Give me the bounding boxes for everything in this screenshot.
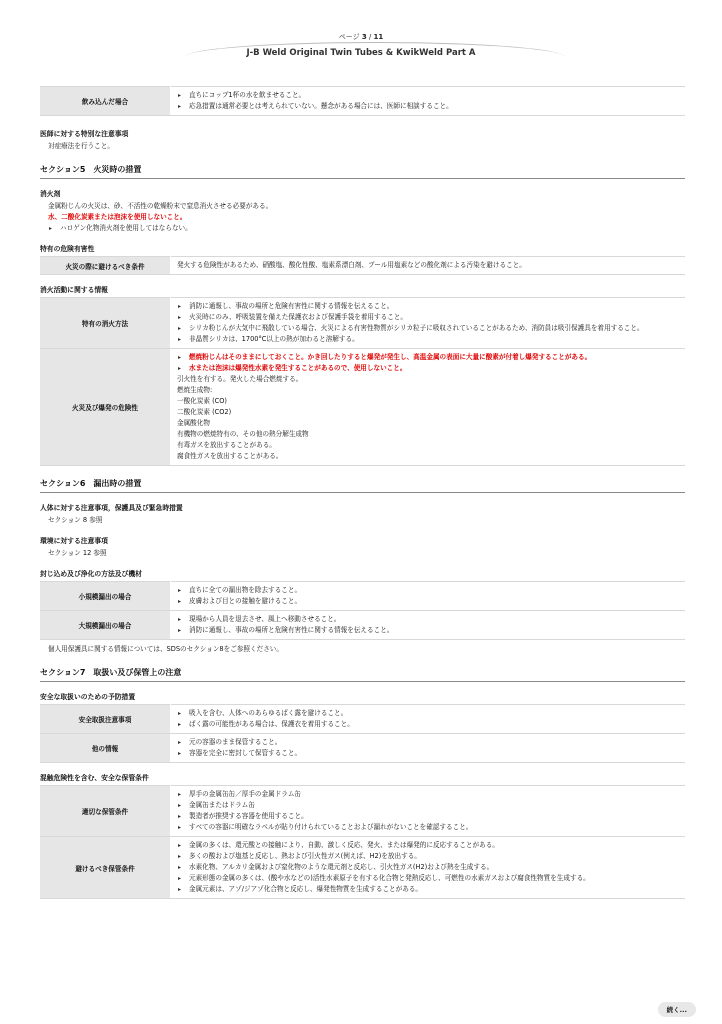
section-5-title: セクション5 火災時の措置 [40, 164, 685, 179]
document-title: J-B Weld Original Twin Tubes & KwikWeld Part A [246, 48, 476, 58]
small-spill-key: 小規模漏出の場合 [40, 582, 171, 611]
list-item: ▸ 直ちに全ての漏出物を除去すること。 [177, 585, 679, 596]
spill-table [40, 581, 685, 640]
list-item: ▸ シリカ粉じんが大気中に飛散している場合、火災による有害性物質がシリカ粒子に吸収されていることがあるため、消防員は吸引保護具を着用すること。 [177, 323, 679, 334]
safe-handling-heading: 安全な取扱いのための予防措置 [40, 693, 136, 701]
list-item: ▸ 金属の多くは、還元酸との接触により、自動、激しく反応、発火、または爆発的に反応することがある。 [177, 840, 679, 851]
list-item: ▸ 燃焼粉じんはそのままにしておくこと。かき回したりすると爆発が発生し、高温金属の表面に大量に酸素が付着し爆発することがある。 [177, 352, 679, 363]
method-key: 特有の消火方法 [40, 298, 171, 349]
fire-avoid-table [40, 256, 685, 275]
list-item: ▸ 非晶質シリカは、1700°C以上の熱が加わると溶解する。 [177, 334, 679, 345]
large-spill-key: 大規模漏出の場合 [40, 611, 171, 640]
suitable-storage-key: 適切な保管条件 [40, 786, 171, 837]
fire-avoid-value: 発火する危険性があるため、硝酸塩、酸化性酸、塩素系漂白剤、プール用塩素などの酸化剤による汚染を避けること。 [171, 257, 686, 275]
hazard-line: 引火性を有する。発火した場合燃焼する。 [177, 375, 303, 383]
ppe-note: 個人用保護具に関する情報については、SDSのセクション8をご参照ください。 [48, 645, 283, 653]
safe-handling-key: 安全取扱注意事項 [40, 705, 171, 734]
extinguish-text: 金属粉じんの火災は、砂、不活性の乾燥粉末で窒息消火させる必要がある。 [48, 202, 273, 210]
list-item: ▸ すべての容器に明確なラベルが貼り付けられていることおよび漏れがないことを確認すること。 [177, 822, 679, 833]
medical-text: 対症療法を行うこと。 [48, 142, 114, 150]
page-total: 11 [373, 33, 384, 41]
hazard-line: 燃焼生成物: [177, 386, 213, 394]
storage-heading: 混触危険性を含む、安全な保管条件 [40, 774, 149, 782]
ingestion-key: 飲み込んだ場合 [40, 87, 171, 116]
hazard-line: 腐食性ガスを放出することがある。 [177, 452, 283, 460]
list-item: ▸ 現場から人員を退去させ、風上へ移動させること。 [177, 614, 679, 625]
personal-precaution-heading: 人体に対する注意事項，保護具及び緊急時措置 [40, 504, 183, 512]
list-item: ▸ 水素化物、アルカリ金属および窒化物のような還元剤と反応し、引火性ガス(H2)および熱を生成する。 [177, 862, 679, 873]
list-item: ▸ 容器を完全に密封して保管すること。 [177, 748, 679, 759]
hazard-line: 有機物の燃焼特有の、その他の熱分解生成物 [177, 430, 309, 438]
extinguish-bullet: ▸ ハロゲン化物消火剤を使用してはならない。 [48, 223, 685, 234]
list-item: ▸ 直ちにコップ1杯の水を飲ませること。 [177, 90, 679, 101]
list-item: ▸ 火災時にのみ、呼吸装置を備えた保護衣および保護手袋を着用すること。 [177, 312, 679, 323]
list-item: ▸ 消防に通報し、事故の場所と危険有害性に関する情報を伝えること。 [177, 625, 679, 636]
page-content [40, 86, 685, 899]
extinguish-warning: 水、二酸化炭素または泡沫を使用しないこと。 [48, 213, 187, 221]
list-item: ▸ 元の容器のまま保管すること。 [177, 737, 679, 748]
environmental-text: セクション 12 参照 [48, 549, 107, 557]
personal-precaution-text: セクション 8 参照 [48, 516, 103, 524]
specific-hazard-heading: 特有の危険有害性 [40, 245, 95, 253]
medical-heading: 医師に対する特別な注意事項 [40, 130, 129, 138]
hazard-line: 金属酸化物 [177, 419, 210, 427]
list-item: ▸ 吸入を含む、人体へのあらゆるばく露を避けること。 [177, 708, 679, 719]
list-item: ▸ 金属元素は、アゾ/ジアゾ化合物と反応し、爆発性物質を生成することがある。 [177, 884, 679, 895]
hazard-line: 一酸化炭素 (CO) [177, 397, 228, 405]
list-item: ▸ ばく露の可能性がある場合は、保護衣を着用すること。 [177, 719, 679, 730]
hazard-key: 火災及び爆発の危険性 [40, 349, 171, 466]
hazard-line: 有毒ガスを放出することがある。 [177, 441, 276, 449]
page-current: 3 [361, 33, 367, 41]
avoid-storage-key: 避けるべき保管条件 [40, 837, 171, 899]
fire-avoid-key: 火災の際に避けるべき条件 [40, 257, 171, 275]
firefighting-table [40, 297, 685, 466]
list-item: ▸ 多くの酸および塩基と反応し、熱および引火性ガス(例えば、H2)を放出する。 [177, 851, 679, 862]
ingestion-table [40, 86, 685, 116]
extinguish-heading: 消火剤 [40, 190, 61, 198]
storage-table [40, 785, 685, 899]
section-7-title: セクション7 取扱い及び保管上の注意 [40, 667, 685, 682]
hazard-line: 二酸化炭素 (CO2) [177, 408, 232, 416]
handling-table [40, 704, 685, 763]
list-item: ▸ 製造者が推奨する容器を使用すること。 [177, 811, 679, 822]
list-item: ▸ 水または泡沫は爆発性水素を発生することがあるので、使用しないこと。 [177, 363, 679, 374]
list-item: ▸ 皮膚および目との接触を避けること。 [177, 596, 679, 607]
environmental-heading: 環境に対する注意事項 [40, 537, 108, 545]
page-number: ページ 3 / 11 [338, 33, 384, 41]
firefighting-heading: 消火活動に関する情報 [40, 286, 108, 294]
list-item: ▸ 厚手の金属缶缶／厚手の金属ドラム缶 [177, 789, 679, 800]
list-item: ▸ 消防に通報し、事故の場所と危険有害性に関する情報を伝えること。 [177, 301, 679, 312]
list-item: ▸ 応急措置は通常必要とは考えられていない。懸念がある場合には、医師に相談すること。 [177, 101, 679, 112]
continue-badge: 続く... [658, 1002, 696, 1017]
list-item: ▸ 金属缶またはドラム缶 [177, 800, 679, 811]
other-info-key: 他の情報 [40, 734, 171, 763]
page-prefix: ページ [338, 33, 360, 41]
list-item: ▸ 元素形態の金属の多くは、(酸や水などの)活性水素原子を有する化合物と発熱反応し、可燃性の水素ガスおよび腐食性物質を生成する。 [177, 873, 679, 884]
section-6-title: セクション6 漏出時の措置 [40, 478, 685, 493]
containment-heading: 封じ込め及び浄化の方法及び機材 [40, 570, 142, 578]
